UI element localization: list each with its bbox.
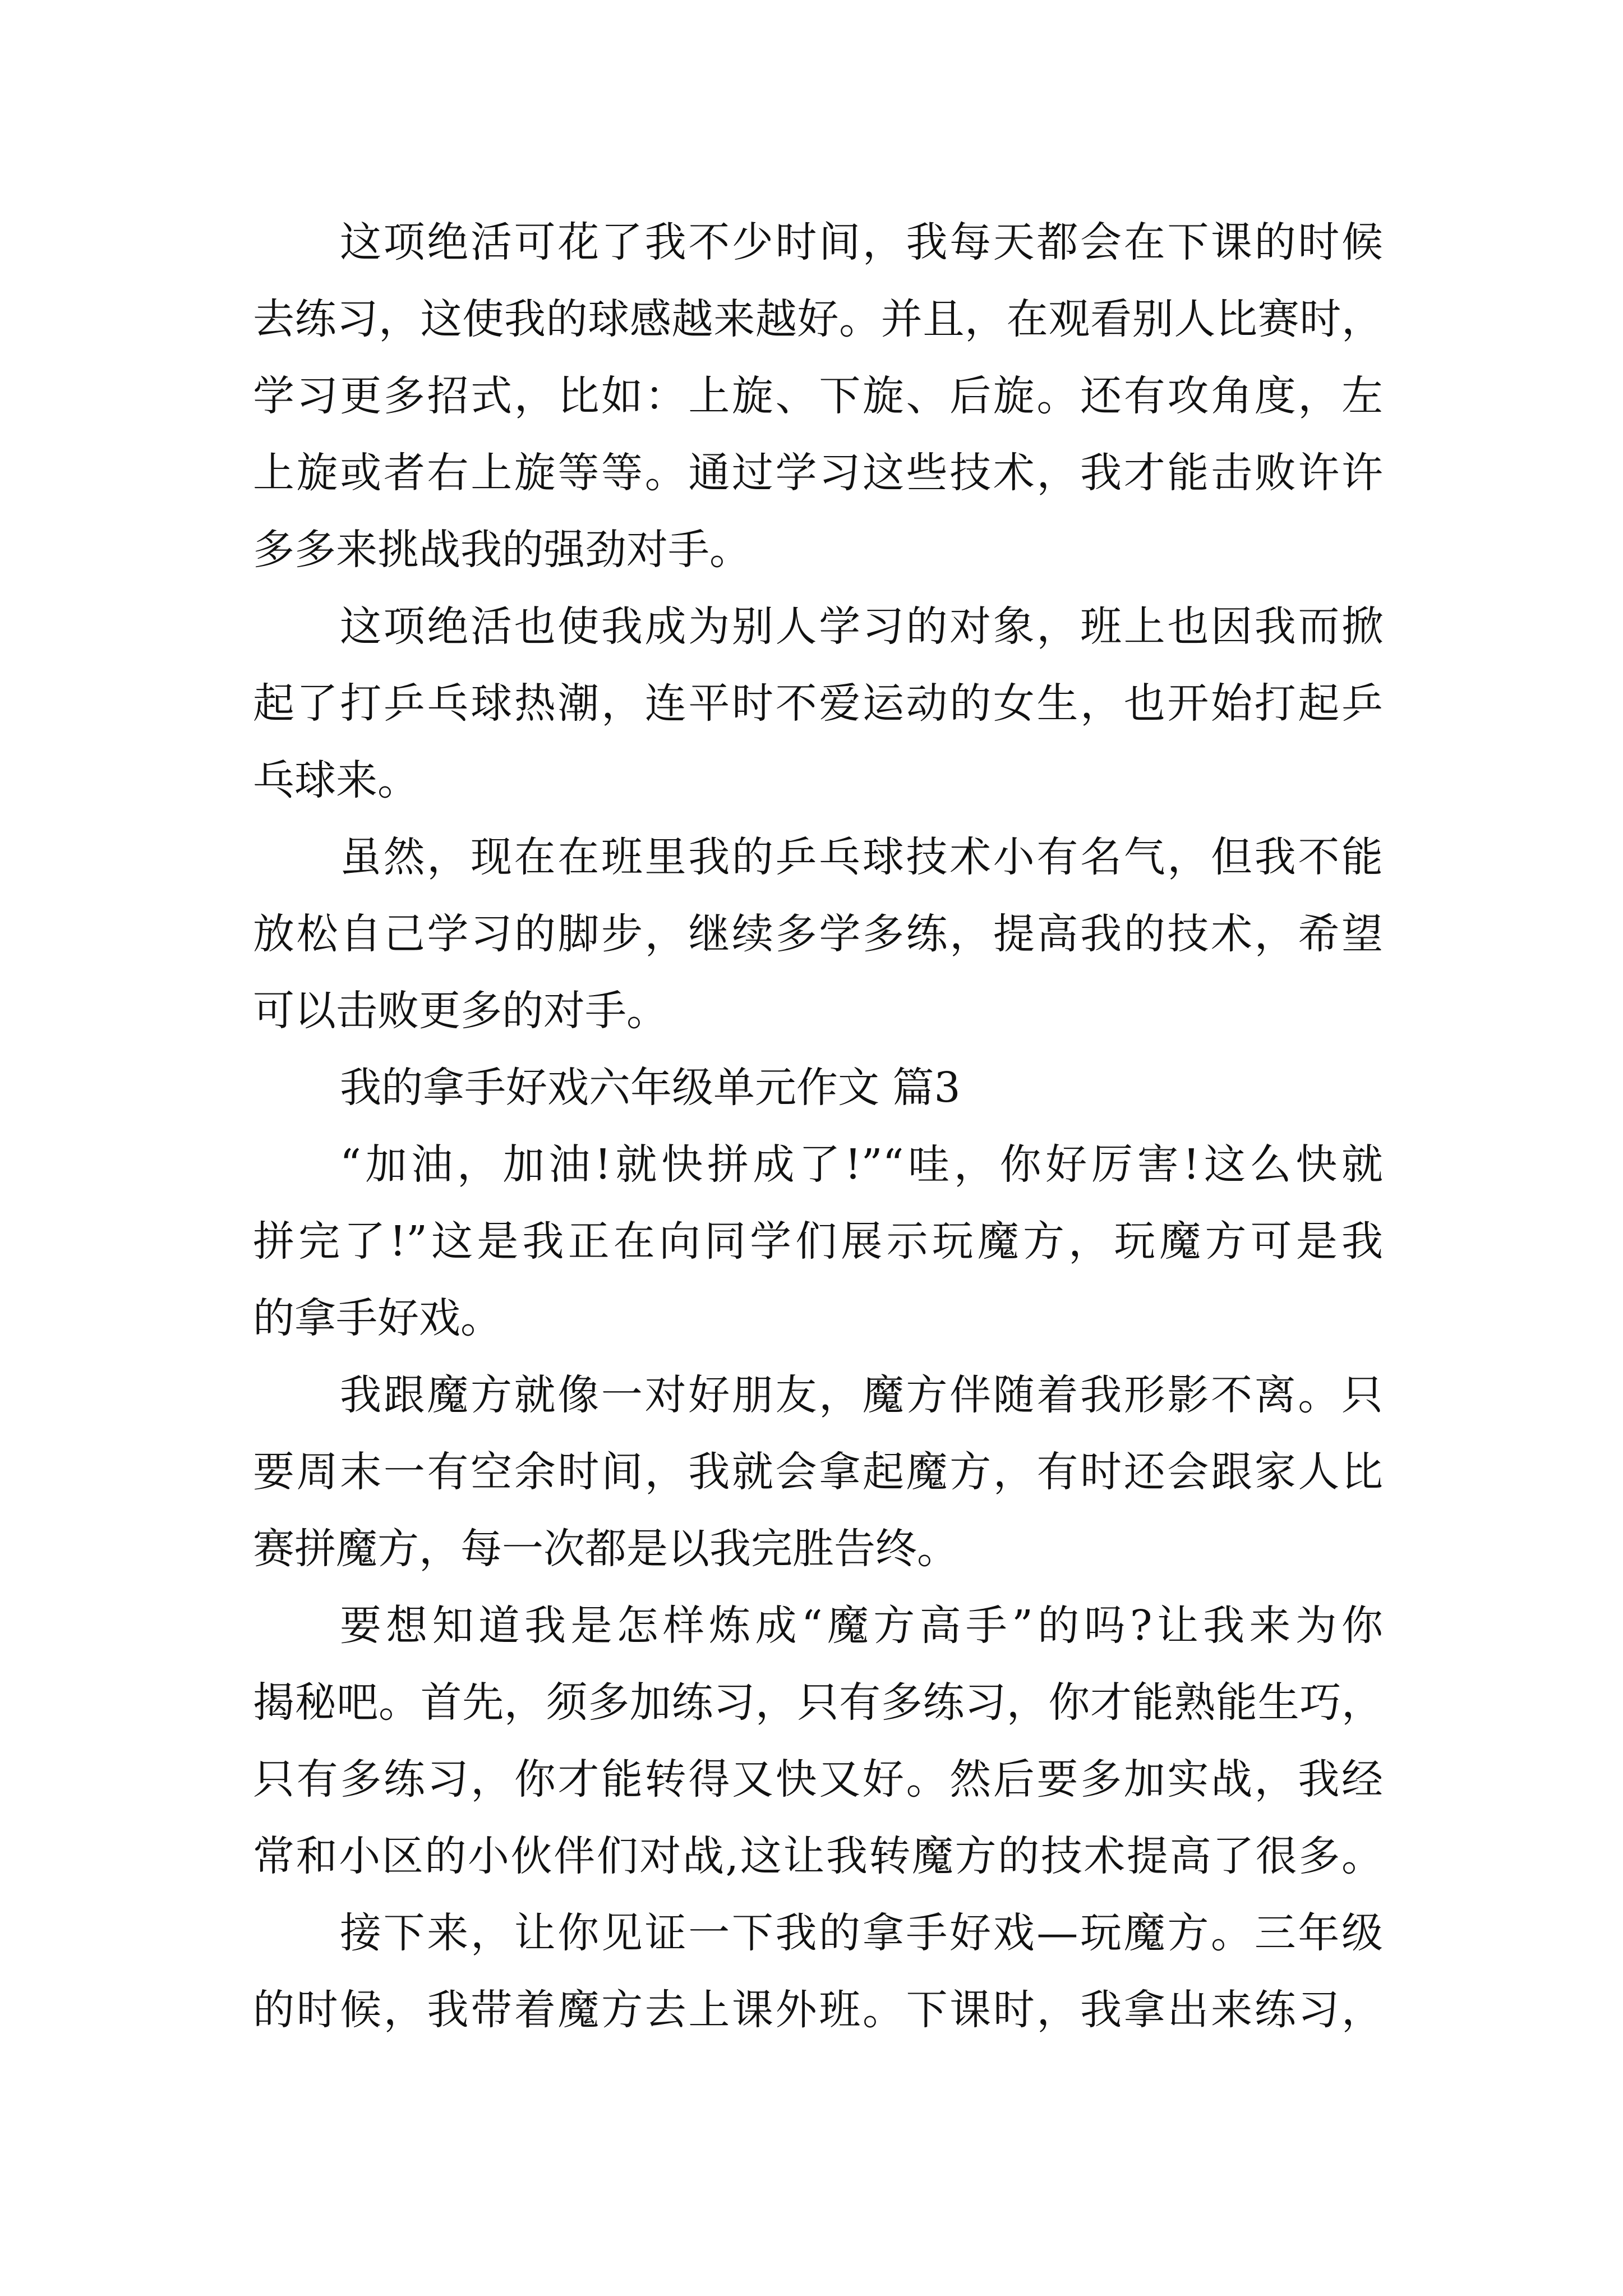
paragraph (253, 1126, 1383, 1357)
text-line: “加油，加油!就快拼成了!”“哇，你好厉害!这么快就 (340, 1140, 1383, 1189)
paragraph (253, 204, 1383, 588)
text-line: 上旋或者右上旋等等。通过学习这些技术，我才能击败许许 (253, 449, 1383, 497)
text-line: 可以击败更多的对手。 (253, 987, 668, 1035)
text-line: 起了打乒乓球热潮，连平时不爱运动的女生，也开始打起乒 (253, 679, 1383, 728)
paragraph (253, 588, 1383, 819)
text-line: 放松自己学习的脚步，继续多学多练，提高我的技术，希望 (253, 910, 1383, 958)
section-heading-text: 我的拿手好戏六年级单元作文 篇3 (340, 1064, 961, 1112)
text-line: 这项绝活可花了我不少时间，我每天都会在下课的时候 (340, 218, 1383, 266)
paragraph (253, 819, 1383, 1050)
text-line: 要周末一有空余时间，我就会拿起魔方，有时还会跟家人比 (253, 1448, 1383, 1496)
text-line: 拼完了!”这是我正在向同学们展示玩魔方，玩魔方可是我 (253, 1217, 1383, 1266)
section-heading (253, 1050, 1383, 1126)
paragraph (253, 1357, 1383, 1588)
text-line: 要想知道我是怎样炼成“魔方高手”的吗?让我来为你 (340, 1602, 1383, 1650)
text-line: 虽然，现在在班里我的乒乓球技术小有名气，但我不能 (340, 833, 1383, 881)
text-line: 去练习，这使我的球感越来越好。并且，在观看别人比赛时， (253, 295, 1383, 343)
text-line: 学习更多招式，比如：上旋、下旋、后旋。还有攻角度，左 (253, 372, 1383, 420)
text-line: 多多来挑战我的强劲对手。 (253, 526, 751, 574)
text-line: 这项绝活也使我成为别人学习的对象，班上也因我而掀 (340, 602, 1383, 651)
text-line: 赛拼魔方，每一次都是以我完胜告终。 (253, 1525, 958, 1573)
text-line: 只有多练习，你才能转得又快又好。然后要多加实战，我经 (253, 1755, 1383, 1803)
text-line: 我跟魔方就像一对好朋友，魔方伴随着我形影不离。只 (340, 1371, 1383, 1419)
text-line: 常和小区的小伙伴们对战,这让我转魔方的技术提高了很多。 (253, 1832, 1383, 1880)
paragraph (253, 1895, 1383, 2049)
text-line: 的拿手好戏。 (253, 1294, 502, 1342)
text-line: 的时候，我带着魔方去上课外班。下课时，我拿出来练习， (253, 1986, 1383, 2034)
paragraph (253, 1588, 1383, 1895)
text-block (253, 204, 1383, 2049)
text-line: 接下来，让你见证一下我的拿手好戏—玩魔方。三年级 (340, 1909, 1383, 1957)
text-line: 乓球来。 (253, 756, 419, 804)
text-line: 揭秘吧。首先，须多加练习，只有多练习，你才能熟能生巧， (253, 1678, 1383, 1727)
